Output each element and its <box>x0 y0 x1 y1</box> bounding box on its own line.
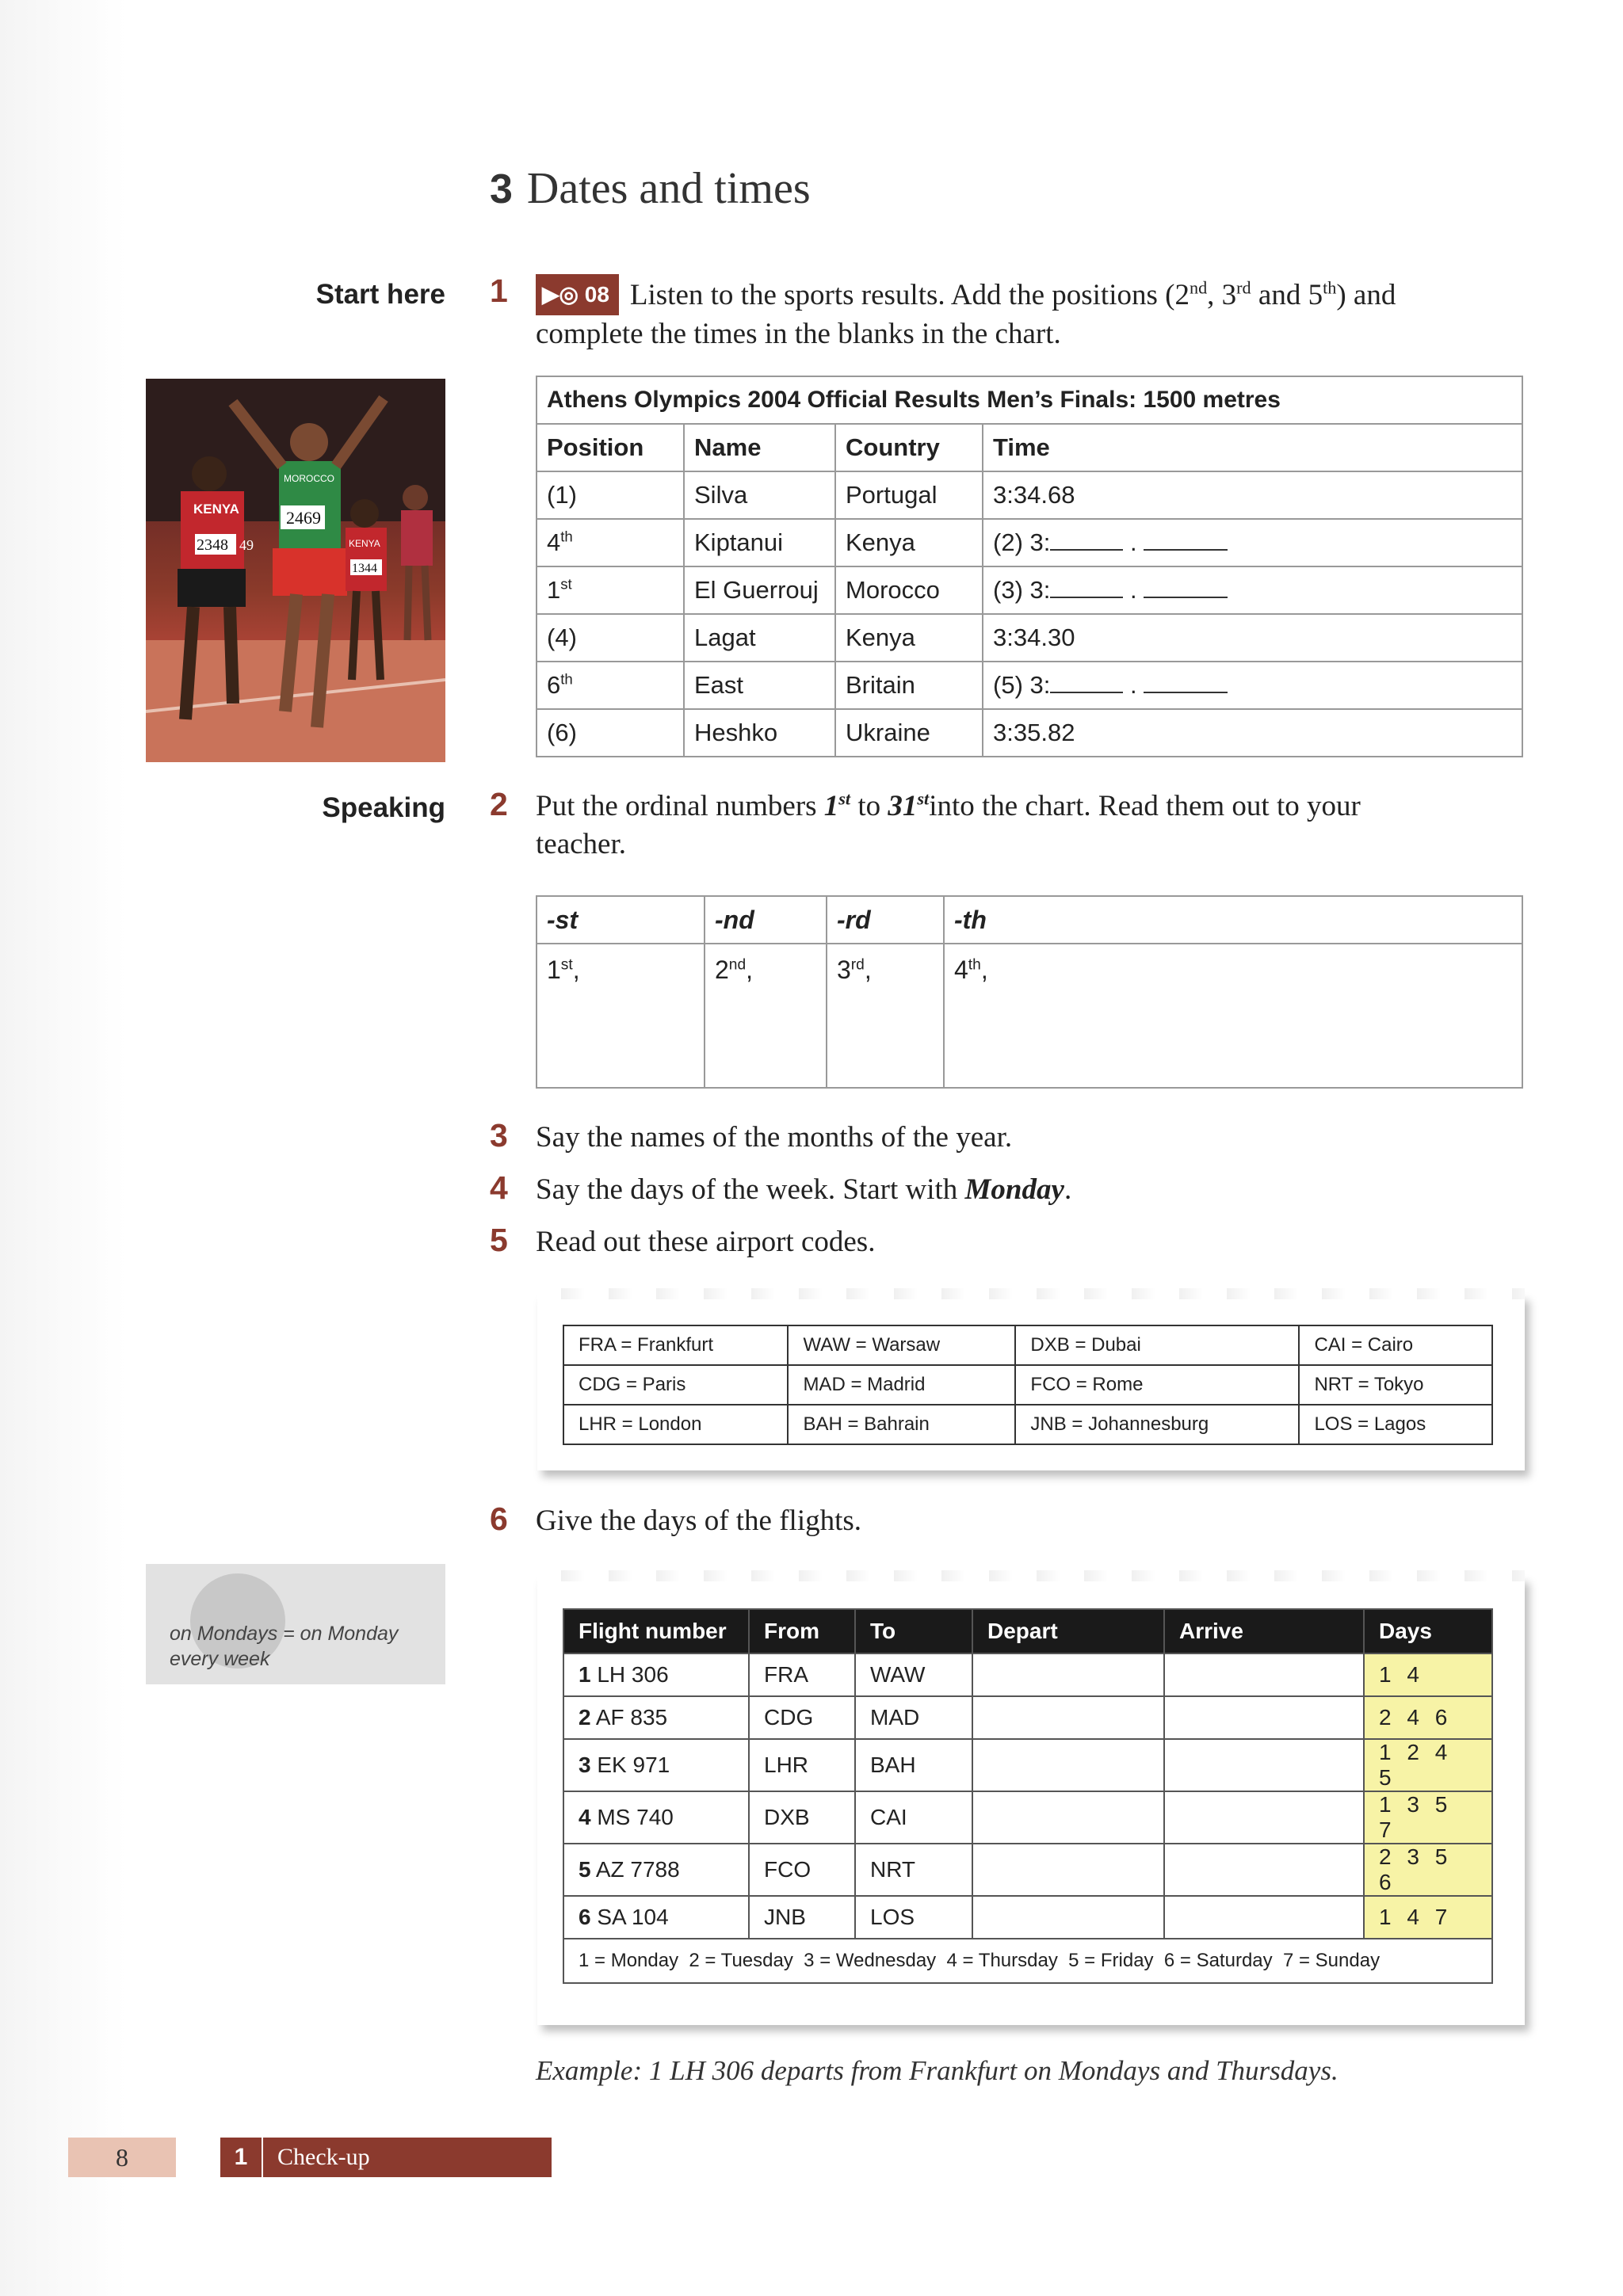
results-table <box>536 376 1523 757</box>
arrive-cell[interactable] <box>1164 1844 1364 1896</box>
bib-2348: 2348 <box>197 536 228 554</box>
arrive-cell[interactable] <box>1164 1696 1364 1739</box>
note-line-2: every week <box>170 1648 270 1670</box>
unit-title-text: Dates and times <box>526 164 811 213</box>
col-header-country: Country <box>835 424 983 471</box>
time-blank[interactable] <box>1144 535 1228 551</box>
question-number-2: 2 <box>490 786 508 822</box>
arrive-cell[interactable] <box>1164 1653 1364 1696</box>
example-sentence: Example: 1 LH 306 departs from Frankfurt on Mondays and Thursdays. <box>536 2055 1338 2086</box>
bib-kenya-2: KENYA <box>349 538 380 549</box>
results-table-caption: Athens Olympics 2004 Official Results Men’s Finals: 1500 metres <box>537 376 1522 424</box>
depart-cell[interactable] <box>972 1791 1164 1844</box>
time-blank[interactable] <box>1050 535 1123 551</box>
table-row: CDG = Paris MAD = Madrid FCO = Rome NRT = Tokyo <box>563 1365 1492 1405</box>
time-blank[interactable] <box>1050 582 1123 598</box>
unit-title <box>490 162 811 214</box>
col-header-position: Position <box>537 424 684 471</box>
speaking-label: Speaking <box>322 792 445 823</box>
arrive-cell[interactable] <box>1164 1791 1364 1844</box>
question-number-3: 3 <box>490 1117 508 1154</box>
question-number-6: 6 <box>490 1501 508 1537</box>
page-number: 8 <box>68 2138 176 2177</box>
ordinal-cell[interactable]: 2nd, <box>705 944 827 1088</box>
cd-track-badge[interactable]: ▶◎ 08 <box>536 274 619 315</box>
question-4-text: Say the days of the week. Start with Monday. <box>536 1173 1072 1206</box>
grammar-note-box <box>146 1564 445 1684</box>
table-row: 6th East Britain (5) 3: . <box>537 662 1522 709</box>
footer-unit-label: Check-up <box>277 2144 370 2170</box>
col-header-rd: -rd <box>827 896 944 944</box>
table-row: LHR = London BAH = Bahrain JNB = Johannesburg LOS = Lagos <box>563 1405 1492 1444</box>
start-here-label: Start here <box>315 279 445 310</box>
table-row: 1st El Guerrouj Morocco (3) 3: . <box>537 566 1522 614</box>
cd-icon: ▶◎ <box>542 282 585 307</box>
flights-table <box>563 1608 1493 1984</box>
time-blank[interactable] <box>1050 677 1123 693</box>
airport-codes-table <box>563 1325 1493 1445</box>
depart-cell[interactable] <box>972 1696 1164 1739</box>
col-header-time: Time <box>983 424 1522 471</box>
ordinal-table <box>536 895 1523 1089</box>
question-number-5: 5 <box>490 1222 508 1258</box>
col-header-st: -st <box>537 896 705 944</box>
days-legend: 1 = Monday 2 = Tuesday 3 = Wednesday 4 = Thursday 5 = Friday 6 = Saturday 7 = Sunday <box>563 1939 1492 1983</box>
table-row: FRA = Frankfurt WAW = Warsaw DXB = Dubai CAI = Cairo <box>563 1325 1492 1365</box>
col-header-to: To <box>855 1609 972 1653</box>
bib-1344: 1344 <box>352 562 377 575</box>
table-row: 2 AF 835 CDG MAD 2 4 6 <box>563 1696 1492 1739</box>
table-row: 1 LH 306 FRA WAW 1 4 <box>563 1653 1492 1696</box>
arrive-cell[interactable] <box>1164 1739 1364 1791</box>
col-header-flight-number: Flight number <box>563 1609 749 1653</box>
time-blank[interactable] <box>1144 582 1228 598</box>
footer-unit-number: 1 <box>220 2138 263 2177</box>
question-6-text: Give the days of the flights. <box>536 1505 862 1537</box>
table-row: 4th Kiptanui Kenya (2) 3: . <box>537 519 1522 566</box>
question-number-4: 4 <box>490 1169 508 1206</box>
question-1-text: ▶◎ 08 Listen to the sports results. Add the positions (2nd, 3rd and 5th) and complete the times in the blanks in the chart. <box>536 274 1566 353</box>
col-header-nd: -nd <box>705 896 827 944</box>
ordinal-cell[interactable]: 1st, <box>537 944 705 1088</box>
time-blank[interactable] <box>1144 677 1228 693</box>
note-line-1: on Mondays = on Monday <box>170 1623 399 1645</box>
col-header-days: Days <box>1364 1609 1492 1653</box>
table-row: 5 AZ 7788 FCO NRT 2 3 5 6 <box>563 1844 1492 1896</box>
col-header-th: -th <box>944 896 1522 944</box>
arrive-cell[interactable] <box>1164 1896 1364 1939</box>
ordinal-cell[interactable]: 3rd, <box>827 944 944 1088</box>
depart-cell[interactable] <box>972 1896 1164 1939</box>
unit-number: 3 <box>490 166 513 212</box>
col-header-depart: Depart <box>972 1609 1164 1653</box>
col-header-from: From <box>749 1609 855 1653</box>
col-header-arrive: Arrive <box>1164 1609 1364 1653</box>
table-row: (1) Silva Portugal 3:34.68 <box>537 471 1522 519</box>
table-row: (6) Heshko Ukraine 3:35.82 <box>537 709 1522 757</box>
question-2-text: Put the ordinal numbers 1st to 31stinto the chart. Read them out to your teacher. <box>536 788 1361 860</box>
bib-2469: 2469 <box>286 508 321 528</box>
question-5-text: Read out these airport codes. <box>536 1226 876 1258</box>
runners-illustration <box>146 379 445 762</box>
question-number-1: 1 <box>490 273 508 309</box>
table-row: 3 EK 971 LHR BAH 1 2 4 5 <box>563 1739 1492 1791</box>
athletes-photo <box>146 379 445 762</box>
unit-footer-tab <box>220 2138 552 2177</box>
question-3-text: Say the names of the months of the year. <box>536 1121 1013 1154</box>
bib-morocco: MOROCCO <box>284 473 334 484</box>
col-header-name: Name <box>684 424 835 471</box>
bib-kenya: KENYA <box>193 502 239 517</box>
depart-cell[interactable] <box>972 1844 1164 1896</box>
table-row: (4) Lagat Kenya 3:34.30 <box>537 614 1522 662</box>
ordinal-cell[interactable]: 4th, <box>944 944 1522 1088</box>
bib-49: 49 <box>239 537 254 553</box>
table-row: 4 MS 740 DXB CAI 1 3 5 7 <box>563 1791 1492 1844</box>
table-row: 6 SA 104 JNB LOS 1 4 7 <box>563 1896 1492 1939</box>
depart-cell[interactable] <box>972 1739 1164 1791</box>
depart-cell[interactable] <box>972 1653 1164 1696</box>
